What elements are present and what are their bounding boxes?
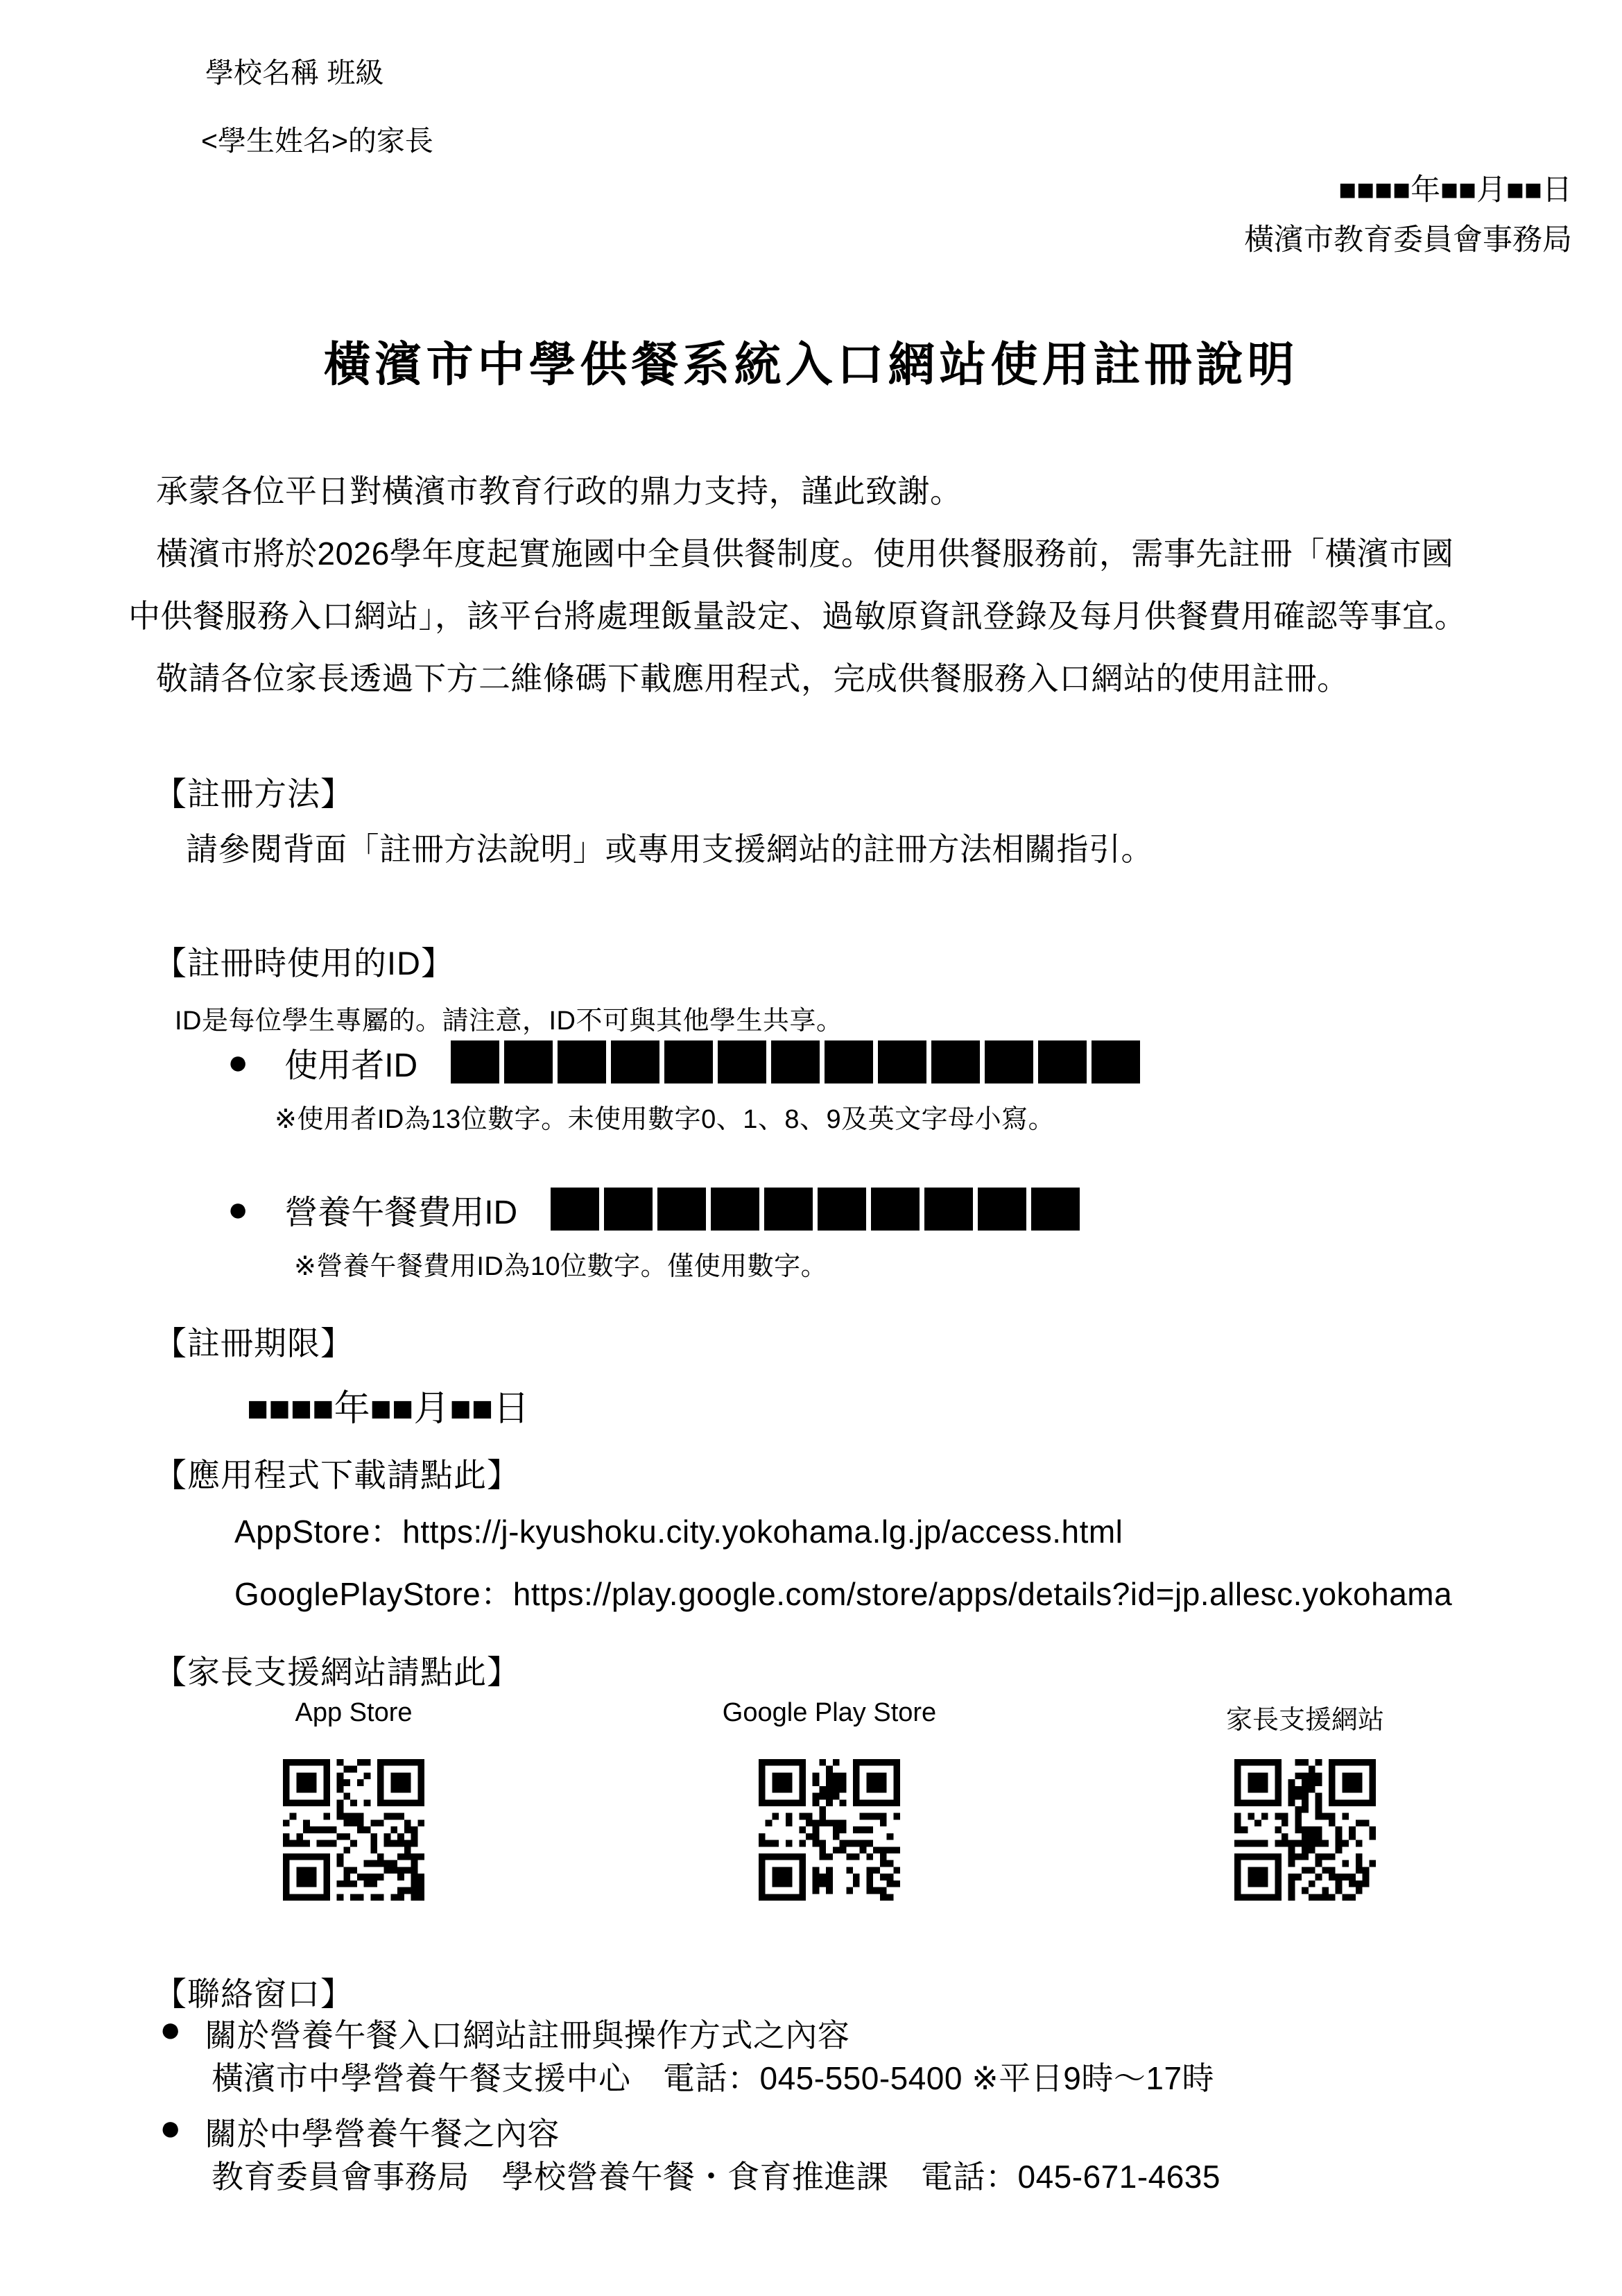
qr-column-googleplay <box>711 1698 947 1901</box>
section-heading-support-site: 【家長支援網站請點此】 <box>154 1654 520 1690</box>
contact-item-portal <box>159 2010 849 2056</box>
contact-item-lunch-detail: 教育委員會事務局 學校營養午餐・食育推進課 電話：045-671-4635 <box>212 2159 1220 2195</box>
guardian-addressee: <學生姓名>的家長 <box>201 125 433 157</box>
school-class-placeholder: 學校名稱 班級 <box>205 57 384 89</box>
user-id-mask-blocks <box>451 1040 1140 1083</box>
section-heading-ids: 【註冊時使用的ID】 <box>154 945 454 982</box>
user-id-note: ※使用者ID為13位數字。未使用數字0、1、8、9及英文字母小寫。 <box>275 1105 1055 1134</box>
qr-label-support-site: 家長支援網站 <box>1225 1706 1384 1735</box>
contact-item-portal-detail: 橫濱市中學營養午餐支援中心 電話：045-550-5400 ※平日9時～17時 <box>212 2060 1215 2096</box>
section-heading-download: 【應用程式下載請點此】 <box>154 1457 520 1493</box>
qr-code-googleplay-icon <box>759 1759 900 1901</box>
googleplay-url-text[interactable]: GooglePlayStore：https://play.google.com/store/apps/details?id=jp.allesc.yokohama <box>234 1576 1453 1612</box>
method-body-text: 請參閱背面「註冊方法說明」或專用支援網站的註冊方法相關指引。 <box>186 831 1153 867</box>
lunch-fee-id-note: ※營養午餐費用ID為10位數字。僅使用數字。 <box>294 1252 828 1281</box>
bullet-icon: ● <box>159 2108 182 2148</box>
intro-line: 中供餐服務入口網站」，該平台將處理飯量設定、過敏原資訊登錄及每月供餐費用確認等事宜。 <box>128 598 1467 634</box>
intro-line: 橫濱市將於2026學年度起實施國中全員供餐制度。使用供餐服務前，需事先註冊「橫濱市國 <box>156 536 1454 572</box>
contact-item-lunch-title: 關於中學營養午餐之內容 <box>205 2116 560 2152</box>
qr-column-appstore <box>236 1698 472 1901</box>
issue-date: ■■■■年■■月■■日 <box>1338 173 1572 207</box>
intro-line: 敬請各位家長透過下方二維條碼下載應用程式，完成供餐服務入口網站的使用註冊。 <box>156 660 1349 696</box>
section-heading-deadline: 【註冊期限】 <box>154 1325 354 1362</box>
qr-column-support-site <box>1187 1698 1423 1901</box>
ids-note-text: ID是每位學生專屬的。請注意，ID不可與其他學生共享。 <box>175 1006 843 1036</box>
user-id-row <box>227 1038 1140 1086</box>
appstore-url-link[interactable] <box>234 1512 1123 1552</box>
qr-label-appstore: App Store <box>295 1698 413 1727</box>
contact-item-portal-title: 關於營養午餐入口網站註冊與操作方式之內容 <box>205 2017 850 2053</box>
qr-code-appstore-icon <box>283 1759 424 1901</box>
section-heading-method: 【註冊方法】 <box>154 776 354 812</box>
contact-item-lunch <box>159 2109 560 2154</box>
bullet-icon: ● <box>227 1043 249 1081</box>
lunch-fee-id-label: 營養午餐費用ID <box>284 1194 518 1231</box>
qr-label-googleplay: Google Play Store <box>722 1698 937 1727</box>
bullet-icon: ● <box>227 1190 249 1228</box>
googleplay-url-link[interactable] <box>234 1575 1452 1615</box>
lunch-fee-id-row <box>227 1185 1080 1233</box>
lunch-fee-id-mask-blocks <box>551 1188 1080 1231</box>
deadline-date: ■■■■年■■月■■日 <box>247 1389 530 1429</box>
document-title: 橫濱市中學供餐系統入口網站使用註冊說明 <box>323 339 1299 391</box>
appstore-url-text[interactable]: AppStore：https://j-kyushoku.city.yokohama.lg.jp/access.html <box>234 1514 1123 1550</box>
intro-line: 承蒙各位平日對橫濱市教育行政的鼎力支持，謹此致謝。 <box>156 473 963 509</box>
issuer-organization: 橫濱市教育委員會事務局 <box>1244 223 1572 257</box>
qr-code-support-site-icon <box>1234 1759 1376 1901</box>
bullet-icon: ● <box>159 2010 182 2050</box>
section-heading-contact: 【聯絡窗口】 <box>154 1976 354 2012</box>
user-id-label: 使用者ID <box>284 1047 418 1084</box>
